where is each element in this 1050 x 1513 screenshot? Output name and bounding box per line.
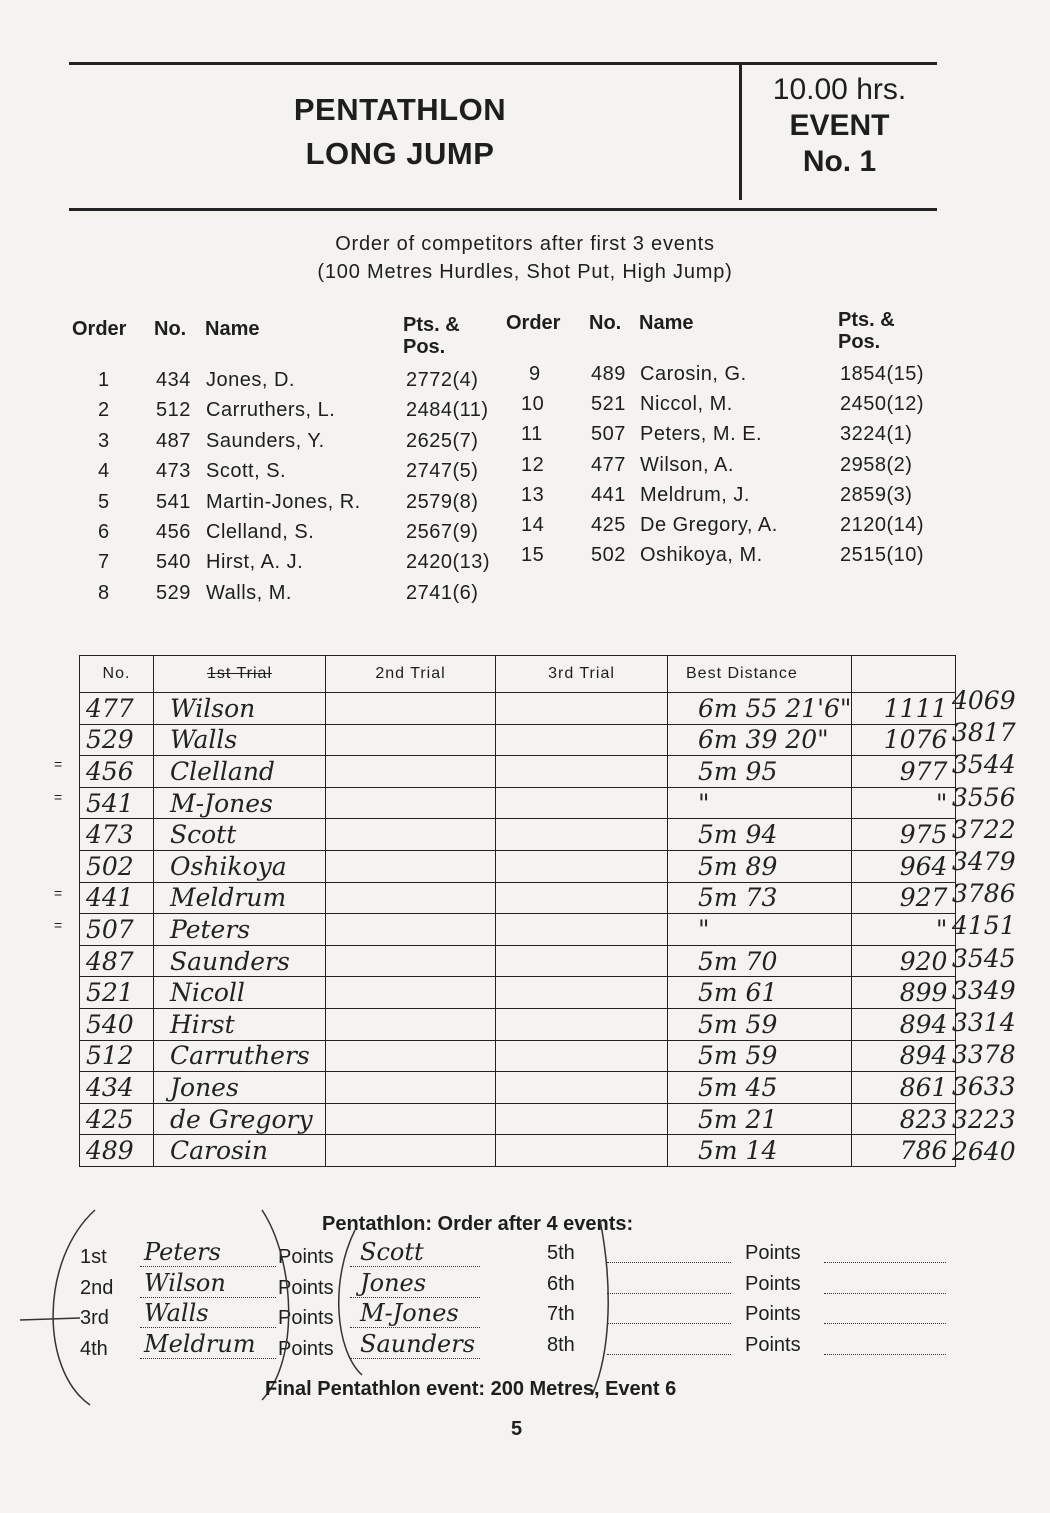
summary-heading: Pentathlon: Order after 4 events: [322, 1213, 634, 1235]
order-left-no: 541 [156, 490, 191, 513]
order-right-name: Carosin, G. [640, 363, 747, 385]
trial-total: 3722 [952, 814, 1016, 844]
trial-best: 6m 55 21'6" [668, 693, 852, 725]
order-left-order: 7 [98, 551, 110, 574]
trial-row [80, 724, 956, 756]
trial-no: 441 [80, 882, 154, 914]
summary-points-label: Points [745, 1272, 801, 1295]
event-time: 10.00 hrs. [772, 73, 907, 106]
trial3-cell [496, 977, 668, 1009]
tie-mark: = [54, 788, 63, 805]
trial-total: 3544 [952, 750, 1016, 780]
order-right-pts: 2450(12) [840, 393, 925, 416]
order-left-name: Saunders, Y. [206, 429, 325, 452]
trial-best: 5m 14 [668, 1135, 852, 1167]
trial3-cell [496, 1040, 668, 1072]
trial-best: 5m 89 [668, 850, 852, 882]
trial-name: Walls [154, 724, 326, 756]
trial-no: 521 [80, 977, 154, 1009]
trial-name: Carosin [154, 1135, 326, 1167]
order-right-order: 11 [521, 423, 543, 446]
trial2-cell [326, 850, 496, 882]
trial-no: 541 [80, 787, 154, 819]
trial-total: 3479 [952, 847, 1016, 876]
trial-points: 894 [852, 1008, 956, 1040]
trial2-cell [326, 1135, 496, 1167]
summary-points-label: Points [278, 1337, 334, 1360]
th-trial3: 3rd Trial [496, 656, 668, 693]
trial-points: 927 [852, 882, 956, 914]
col-pts-right [838, 309, 895, 353]
trial-points: 964 [852, 850, 956, 882]
trial-name: Nicoll [154, 977, 326, 1009]
trial-total: 3223 [952, 1104, 1016, 1134]
order-left-name: Martin-Jones, R. [206, 490, 361, 513]
trial-row [80, 1040, 956, 1072]
trial2-cell [326, 693, 496, 725]
trial-total: 3545 [952, 943, 1016, 973]
trial2-cell [326, 882, 496, 914]
summary-points-label: Points [278, 1276, 334, 1299]
order-right-no: 507 [591, 423, 626, 446]
order-right-order: 9 [529, 363, 541, 385]
trial-best: " [668, 787, 852, 819]
trial-best: 5m 45 [668, 1072, 852, 1104]
trial-no: 507 [80, 914, 154, 946]
order-right-order: 12 [521, 453, 545, 476]
order-right-name: Oshikoya, M. [640, 544, 763, 567]
summary-points-value: M-Jones [360, 1299, 459, 1327]
summary-name: Wilson [144, 1268, 226, 1297]
trial2-cell [326, 1040, 496, 1072]
trial-name: Jones [154, 1072, 326, 1104]
trial-total: 3314 [952, 1008, 1016, 1037]
order-left-pts: 2747(5) [406, 460, 479, 483]
order-left-name: Scott, S. [206, 460, 287, 483]
order-left-pts: 2567(9) [406, 521, 479, 543]
order-right-pts: 2515(10) [840, 544, 925, 567]
trial-best: 5m 95 [668, 756, 852, 788]
trial-total: 4151 [952, 911, 1016, 941]
trial-row [80, 693, 956, 725]
trial-no: 473 [80, 819, 154, 851]
trial-points: 861 [852, 1072, 956, 1104]
trial-points: 1076 [852, 724, 956, 756]
trial-best: 6m 39 20" [668, 724, 852, 756]
order-left-pts: 2625(7) [406, 429, 479, 452]
order-left-name: Walls, M. [206, 581, 292, 604]
order-right-no: 521 [591, 393, 626, 416]
trial2-cell [326, 914, 496, 946]
trial-name: Saunders [154, 945, 326, 977]
order-intro-line1: Order of competitors after first 3 events [335, 233, 715, 255]
trial-points: " [852, 787, 956, 819]
order-right-order: 15 [521, 544, 545, 567]
order-right-name: Wilson, A. [640, 453, 734, 476]
tie-mark: = [54, 885, 63, 902]
trial3-cell [496, 850, 668, 882]
trial-best: 5m 21 [668, 1103, 852, 1135]
trial-total: 3633 [952, 1072, 1016, 1102]
col-order-left: Order [72, 318, 127, 340]
trial-row [80, 1103, 956, 1135]
summary-points-value: Jones [360, 1268, 427, 1297]
trial-no: 540 [80, 1008, 154, 1040]
trial-points: 786 [852, 1135, 956, 1167]
trial-no: 502 [80, 850, 154, 882]
trial2-cell [326, 819, 496, 851]
trial-no: 456 [80, 756, 154, 788]
trial-row [80, 882, 956, 914]
th-trial1: 1st Trial [154, 656, 326, 693]
trial-points: 894 [852, 1040, 956, 1072]
trial-row [80, 819, 956, 851]
trial-total: 3349 [952, 975, 1016, 1005]
trial-total: 3378 [952, 1040, 1016, 1070]
summary-place: 1st [80, 1246, 107, 1268]
order-left-order: 3 [98, 429, 110, 452]
event-title-line1: PENTATHLON [293, 92, 507, 127]
trial-no: 477 [80, 693, 154, 725]
col-order-right: Order [506, 312, 561, 334]
col-name-left: Name [205, 318, 260, 340]
trial2-cell [326, 945, 496, 977]
summary-place: 7th [547, 1303, 575, 1325]
order-right-no: 489 [591, 363, 626, 385]
summary-points-label: Points [278, 1246, 334, 1268]
th-best: Best Distance [668, 656, 852, 693]
col-pts-right-line2: Pos. [838, 331, 881, 353]
trial-points: 920 [852, 945, 956, 977]
order-right-name: De Gregory, A. [640, 514, 778, 536]
trial-name: Carruthers [154, 1040, 326, 1072]
trial-total: 2640 [952, 1136, 1016, 1166]
trial3-cell [496, 724, 668, 756]
order-left-name: Clelland, S. [206, 521, 315, 543]
tie-mark: = [54, 756, 63, 773]
trial-name: Hirst [154, 1008, 326, 1040]
order-left-no: 512 [156, 399, 191, 422]
trial-name: M-Jones [154, 787, 326, 819]
trial-best: " [668, 914, 852, 946]
col-no-left: No. [154, 318, 187, 340]
trial-row [80, 756, 956, 788]
order-right-no: 425 [591, 514, 626, 536]
order-left-name: Carruthers, L. [206, 399, 336, 422]
trial2-cell [326, 1103, 496, 1135]
order-right-pts: 2859(3) [840, 483, 913, 506]
order-intro-line2: (100 Metres Hurdles, Shot Put, High Jump) [317, 261, 733, 283]
order-left-pts: 2579(8) [406, 490, 479, 513]
trial-row [80, 1072, 956, 1104]
trial2-cell [326, 787, 496, 819]
order-right-name: Niccol, M. [640, 393, 733, 416]
trial-total: 3556 [952, 782, 1016, 812]
summary-place: 6th [547, 1272, 575, 1295]
trial2-cell [326, 1072, 496, 1104]
event-title [230, 88, 570, 176]
summary-place: 8th [547, 1333, 575, 1356]
trial3-cell [496, 914, 668, 946]
order-left-pts: 2741(6) [406, 581, 479, 604]
trial3-cell [496, 1103, 668, 1135]
trial-row [80, 914, 956, 946]
top-rule [69, 62, 937, 65]
order-left-pts: 2772(4) [406, 369, 479, 391]
trial-no: 434 [80, 1072, 154, 1104]
trial2-cell [326, 724, 496, 756]
th-points [852, 656, 956, 693]
trial3-cell [496, 1072, 668, 1104]
summary-place: 4th [80, 1337, 108, 1360]
trial-name: Wilson [154, 693, 326, 725]
order-left-order: 6 [98, 521, 110, 543]
th-no: No. [80, 656, 154, 693]
header-bottom-rule [69, 208, 937, 211]
summary-place: 5th [547, 1242, 575, 1264]
trial-row [80, 787, 956, 819]
trial-no: 425 [80, 1103, 154, 1135]
trial-points: 823 [852, 1103, 956, 1135]
trial2-cell [326, 756, 496, 788]
trial3-cell [496, 693, 668, 725]
trials-header-row [80, 656, 956, 693]
trial3-cell [496, 1008, 668, 1040]
summary-place: 3rd [80, 1307, 109, 1329]
order-left-no: 434 [156, 369, 191, 391]
trial-no: 512 [80, 1040, 154, 1072]
trials-body [80, 693, 956, 1167]
order-right-no: 502 [591, 544, 626, 567]
trial-name: de Gregory [154, 1103, 326, 1135]
trials-table [79, 655, 956, 1167]
trial-best: 5m 70 [668, 945, 852, 977]
order-left-name: Jones, D. [206, 369, 295, 391]
summary-points-label: Points [745, 1303, 801, 1325]
col-pts-left-line1: Pts. & [403, 314, 460, 336]
event-title-line2: LONG JUMP [305, 136, 495, 171]
trial-points: 975 [852, 819, 956, 851]
trial2-cell [326, 977, 496, 1009]
col-pts-left [403, 314, 460, 358]
order-intro [0, 230, 1050, 286]
summary-points-value: Saunders [360, 1329, 476, 1358]
trial-row [80, 850, 956, 882]
trial-row [80, 1008, 956, 1040]
order-left-order: 5 [98, 490, 110, 513]
summary-points-label: Points [745, 1242, 801, 1264]
event-number: No. 1 [802, 145, 877, 178]
trial-name: Meldrum [154, 882, 326, 914]
order-right-no: 441 [591, 483, 626, 506]
order-left-name: Hirst, A. J. [206, 551, 304, 574]
trial-best: 5m 94 [668, 819, 852, 851]
col-pts-right-line1: Pts. & [838, 309, 895, 331]
col-name-right: Name [639, 312, 694, 334]
trial-points: " [852, 914, 956, 946]
order-right-pts: 1854(15) [840, 363, 925, 385]
order-left-pts: 2484(11) [406, 399, 489, 422]
order-right-name: Meldrum, J. [640, 483, 750, 506]
event-info [742, 72, 937, 180]
trial-name: Peters [154, 914, 326, 946]
summary-name: Walls [144, 1299, 209, 1327]
trial3-cell [496, 819, 668, 851]
trial3-cell [496, 787, 668, 819]
summary-place: 2nd [80, 1276, 114, 1299]
trial-no: 489 [80, 1135, 154, 1167]
order-right-pts: 3224(1) [840, 423, 913, 446]
trial-row [80, 1135, 956, 1167]
trial-best: 5m 59 [668, 1008, 852, 1040]
trial-points: 1111 [852, 693, 956, 725]
trial-row [80, 945, 956, 977]
trial2-cell [326, 1008, 496, 1040]
page-number: 5 [511, 1418, 523, 1440]
summary-points-label: Points [278, 1307, 334, 1329]
trial3-cell [496, 1135, 668, 1167]
trial3-cell [496, 756, 668, 788]
order-right-order: 14 [521, 514, 545, 536]
col-pts-left-line2: Pos. [403, 336, 446, 358]
order-left-no: 540 [156, 551, 191, 574]
summary-name: Peters [144, 1238, 221, 1266]
trial-best: 5m 59 [668, 1040, 852, 1072]
final-event-note: Final Pentathlon event: 200 Metres, Event 6 [265, 1378, 677, 1400]
order-right-order: 13 [521, 483, 545, 506]
order-left-order: 1 [98, 369, 110, 391]
th-trial2: 2nd Trial [326, 656, 496, 693]
trial-points: 977 [852, 756, 956, 788]
trial-best: 5m 61 [668, 977, 852, 1009]
summary-points-label: Points [745, 1333, 801, 1356]
trial-name: Oshikoya [154, 850, 326, 882]
tie-mark: = [54, 917, 63, 934]
order-right-name: Peters, M. E. [640, 423, 763, 446]
summary-points-value: Scott [360, 1238, 424, 1266]
order-left-no: 473 [156, 460, 191, 483]
col-no-right: No. [589, 312, 622, 334]
order-right-pts: 2958(2) [840, 453, 913, 476]
order-left-no: 487 [156, 429, 191, 452]
trial-total: 3786 [952, 879, 1016, 909]
trial-no: 529 [80, 724, 154, 756]
order-left-no: 529 [156, 581, 191, 604]
order-right-order: 10 [521, 393, 545, 416]
trial-points: 899 [852, 977, 956, 1009]
trial-total: 4069 [952, 686, 1016, 715]
trial-name: Scott [154, 819, 326, 851]
event-label: EVENT [789, 109, 890, 142]
order-left-pts: 2420(13) [406, 551, 491, 574]
order-left-order: 4 [98, 460, 110, 483]
trial-best: 5m 73 [668, 882, 852, 914]
trial-no: 487 [80, 945, 154, 977]
order-left-order: 8 [98, 581, 110, 604]
order-left-order: 2 [98, 399, 110, 422]
trial3-cell [496, 882, 668, 914]
trial-row [80, 977, 956, 1009]
order-left-no: 456 [156, 521, 191, 543]
trial3-cell [496, 945, 668, 977]
order-right-pts: 2120(14) [840, 514, 925, 536]
trial-name: Clelland [154, 756, 326, 788]
summary-name: Meldrum [144, 1329, 256, 1358]
trial-total: 3817 [952, 718, 1016, 748]
order-right-no: 477 [591, 453, 626, 476]
